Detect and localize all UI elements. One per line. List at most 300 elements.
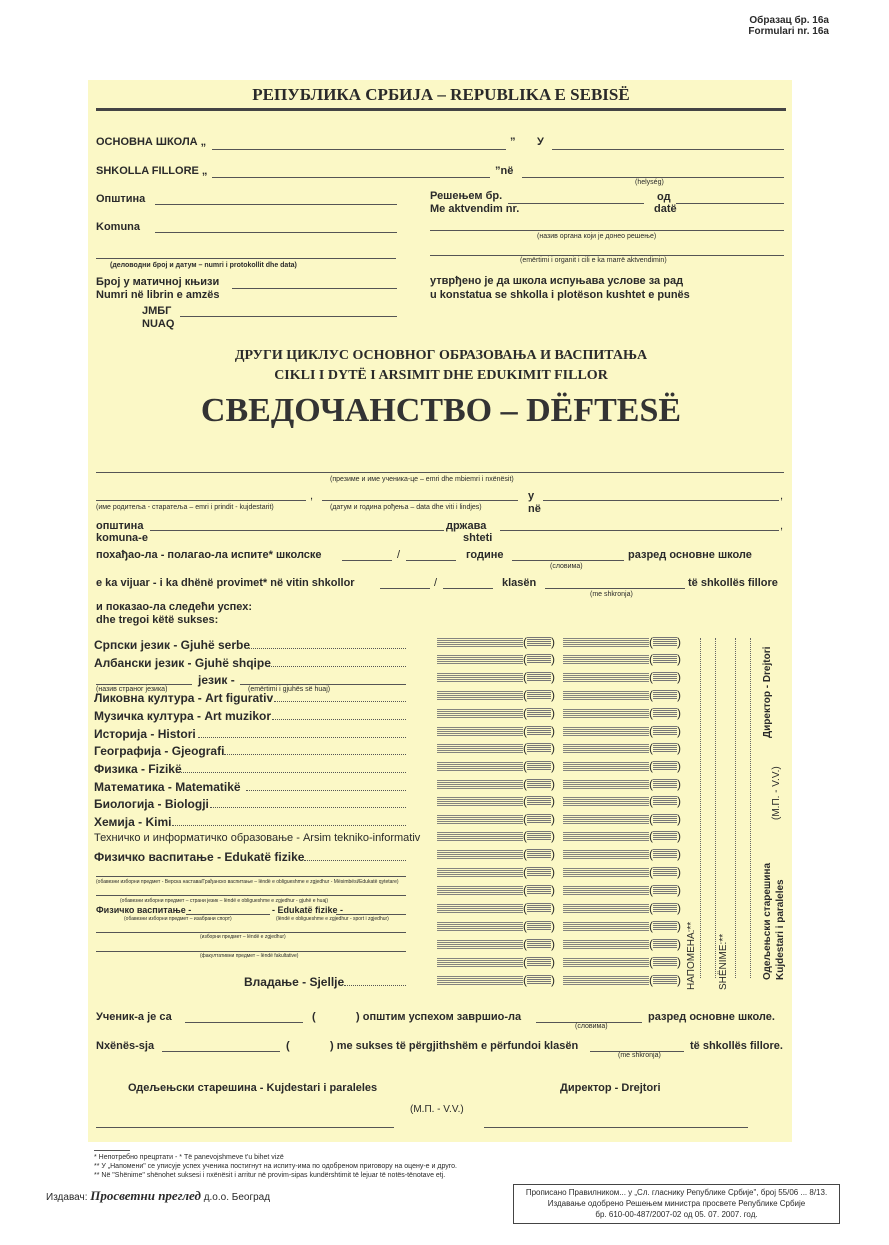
- paren-fill: [653, 957, 677, 967]
- paren-left: (: [649, 865, 653, 879]
- paren-right: ): [551, 973, 555, 987]
- main-title: СВЕДОЧАНСТВО – DËFTESË: [200, 392, 682, 429]
- grade-text-box[interactable]: [563, 635, 685, 650]
- grade-dotted-area: [563, 976, 649, 986]
- maticna-line[interactable]: [232, 288, 397, 289]
- subject-geography: Географија - Gjeografi: [94, 744, 225, 758]
- paren-right: ): [551, 724, 555, 738]
- paren-fill: [653, 814, 677, 824]
- place-line-sr[interactable]: [552, 149, 784, 150]
- perfundoi-text: ) me sukses të përgjithshëm e përfundoi klasën: [330, 1040, 579, 1052]
- paren-right: ): [551, 688, 555, 702]
- paren-fill: [527, 779, 551, 789]
- paren-right: ): [677, 724, 681, 738]
- fakultativni-line[interactable]: [96, 951, 406, 952]
- general-success-line-sq[interactable]: [162, 1051, 280, 1052]
- publisher-label: Издавач:: [46, 1192, 88, 1203]
- general-success-line-sr[interactable]: [185, 1022, 303, 1023]
- paren-left: (: [649, 955, 653, 969]
- footnote-2: ** У „Напомени" се уписује успех ученика постигнут на испиту-има по одобреном приговору на оцену-е и друго.: [94, 1163, 457, 1170]
- grade-parentheses: [649, 973, 681, 987]
- side-kujdestari-label: Kujdestari i paraleles: [775, 879, 786, 980]
- grade-numeric-box[interactable]: [437, 759, 559, 774]
- paren-fill: [527, 672, 551, 682]
- paren-left: (: [649, 847, 653, 861]
- grade-text-box[interactable]: [563, 741, 685, 756]
- paren-left: (: [523, 652, 527, 666]
- subject-physics: Физика - Fizikë: [94, 762, 182, 776]
- nxenes-text: Nxënës-sja: [96, 1040, 155, 1052]
- paren-fill: [527, 939, 551, 949]
- grade-parentheses: [523, 937, 555, 951]
- birth-place-line[interactable]: [543, 500, 779, 501]
- subject-music: Музичка култура - Art muzikor: [94, 709, 272, 723]
- grade-dotted-area: [437, 797, 523, 807]
- comma-2: ,: [780, 490, 784, 502]
- paren-right: ): [677, 635, 681, 649]
- grade-dotted-area: [563, 940, 649, 950]
- paren-right: ): [677, 794, 681, 808]
- paren-fill: [527, 867, 551, 877]
- izborni-note: (изборни предмет – lëndë e zgjedhur): [200, 934, 286, 940]
- fakultativni-note: (факултативни предмет – lëndë fakultative): [200, 953, 299, 959]
- paren-fill: [653, 690, 677, 700]
- birth-date-line[interactable]: [322, 500, 518, 501]
- signature-direktor-line[interactable]: [484, 1127, 748, 1128]
- paren-left: (: [649, 812, 653, 826]
- paren-fill: [527, 637, 551, 647]
- header-title: РЕПУБЛИКА СРБИЈА – REPUBLIKA E SEBISË: [252, 85, 630, 104]
- grade-dotted-area: [563, 958, 649, 968]
- grade-text-box[interactable]: [563, 955, 685, 970]
- paren-left: (: [649, 777, 653, 791]
- grade-dotted-area: [437, 709, 523, 719]
- paren-left: (: [523, 724, 527, 738]
- grade-dotted-area: [437, 673, 523, 683]
- grade-parentheses: [523, 955, 555, 969]
- delovodni-note: (деловодни број и датум – numri i protokollit dhe data): [110, 262, 297, 269]
- legal-line-1: Прописано Правилником... у „Сл. гласнику Републике Србије", број 55/06 ... 8/13.: [525, 1188, 828, 1197]
- grade-numeric-box[interactable]: [437, 865, 559, 880]
- paren-left: (: [523, 706, 527, 720]
- place-line-sq[interactable]: [522, 177, 784, 178]
- grade-parentheses: [523, 919, 555, 933]
- grade-parentheses: [649, 865, 681, 879]
- grade-dotted-area: [437, 976, 523, 986]
- paren-left: (: [649, 794, 653, 808]
- paren-right: ): [551, 901, 555, 915]
- paren-left: (: [523, 829, 527, 843]
- organ-line-2[interactable]: [430, 255, 784, 256]
- fizicko-izborni-label: Физичко васпитање -: [96, 905, 192, 915]
- sport-line-sq[interactable]: [336, 914, 406, 915]
- grade-dotted-area: [563, 709, 649, 719]
- legal-box: [513, 1184, 840, 1224]
- paren-left: (: [523, 777, 527, 791]
- paren-fill: [527, 921, 551, 931]
- grade-numeric-box[interactable]: [437, 812, 559, 827]
- grade-text-box[interactable]: [563, 829, 685, 844]
- prezime-note: (презиме и име ученика-це – emri dhe mbiemri i nxënësit): [330, 476, 514, 483]
- paren-left: (: [523, 901, 527, 915]
- label-nuaq: NUAQ: [142, 318, 175, 330]
- grade-numeric-box[interactable]: [437, 883, 559, 898]
- grade-numeric-box[interactable]: [437, 724, 559, 739]
- grade-parentheses: [649, 919, 681, 933]
- grade-text-box[interactable]: [563, 812, 685, 827]
- school-year-from-sr[interactable]: [342, 560, 392, 561]
- shenime-column-line-2: [750, 638, 751, 978]
- paren-open-sq: (: [286, 1040, 290, 1052]
- resenje-number-line[interactable]: [508, 203, 644, 204]
- grade-parentheses: [523, 688, 555, 702]
- paren-left: (: [649, 937, 653, 951]
- label-godine: године: [466, 549, 504, 561]
- subject-chemistry: Хемија - Kimi: [94, 815, 172, 829]
- subject-conduct: Владање - Sjellje: [244, 975, 345, 989]
- paren-left: (: [649, 635, 653, 649]
- student-opstina-line[interactable]: [150, 530, 444, 531]
- grade-dotted-area: [437, 638, 523, 648]
- grade-dotted-area: [563, 815, 649, 825]
- student-name-line[interactable]: [96, 472, 784, 473]
- subject-line: [210, 807, 406, 808]
- obavezni-izborni-line[interactable]: [96, 876, 406, 877]
- grade-parentheses: [523, 724, 555, 738]
- header-bar: [96, 85, 786, 110]
- grade-numeric-box[interactable]: [437, 937, 559, 952]
- grade-parentheses: [649, 901, 681, 915]
- paren-left: (: [649, 706, 653, 720]
- grade-text-box[interactable]: [563, 937, 685, 952]
- side-odeljenski-label: Одељењски старешина: [762, 862, 773, 980]
- grade-text-box[interactable]: [563, 865, 685, 880]
- grade-dotted-area: [563, 655, 649, 665]
- lende-sport-note: (lëndë e obligueshme e zgjedhur - sport i zgjedhur): [276, 916, 389, 922]
- label-ne: ”në: [495, 165, 514, 177]
- grade-dotted-area: [437, 780, 523, 790]
- grade-text-box[interactable]: [563, 883, 685, 898]
- subject-history: Историја - Histori: [94, 727, 196, 741]
- paren-fill: [653, 743, 677, 753]
- grade-numeric-box[interactable]: [437, 777, 559, 792]
- izborni-line[interactable]: [96, 932, 406, 933]
- obavezni-strani-line[interactable]: [96, 895, 406, 896]
- footnote-rule: [94, 1150, 130, 1151]
- edukate-fizike-label: - Edukatë fizike -: [272, 905, 344, 915]
- paren-fill: [527, 726, 551, 736]
- paren-open-sr: (: [312, 1011, 316, 1023]
- paren-left: (: [523, 759, 527, 773]
- strani-note: (назив страног језика): [96, 686, 168, 693]
- grade-parentheses: [523, 670, 555, 684]
- delovodni-line[interactable]: [96, 258, 396, 259]
- comma-1: ,: [310, 490, 314, 502]
- organ-line[interactable]: [430, 230, 784, 231]
- grade-numeric-box[interactable]: [437, 794, 559, 809]
- label-od: од: [657, 191, 671, 203]
- grade-parentheses: [523, 777, 555, 791]
- foreign-language-line-sq[interactable]: [240, 684, 406, 685]
- side-direktor-label: Директор - Drejtori: [762, 646, 773, 738]
- emertimi-organit-note: (emërtimi i organit i cili e ka marrë aktvendimin): [520, 257, 667, 264]
- grade-numeric-box[interactable]: [437, 955, 559, 970]
- grade-text-box[interactable]: [563, 973, 685, 988]
- grade-text-box[interactable]: [563, 759, 685, 774]
- paren-fill: [527, 831, 551, 841]
- grade-dotted-area: [563, 797, 649, 807]
- grade-parentheses: [523, 794, 555, 808]
- grade-numeric-box[interactable]: [437, 652, 559, 667]
- paren-left: (: [523, 688, 527, 702]
- paren-left: (: [523, 937, 527, 951]
- grade-dotted-area: [563, 886, 649, 896]
- paren-right: ): [551, 847, 555, 861]
- me-shkronja-note: (me shkronja): [590, 591, 633, 598]
- paren-fill: [527, 708, 551, 718]
- paren-fill: [653, 831, 677, 841]
- grade-text-box[interactable]: [563, 652, 685, 667]
- paren-right: ): [677, 652, 681, 666]
- grade-dotted-area: [563, 691, 649, 701]
- drzava-line[interactable]: [500, 530, 779, 531]
- legal-line-2: Издавање одобрено Решењем министра просвете Републике Србије: [547, 1199, 806, 1208]
- grade-numeric-box[interactable]: [437, 919, 559, 934]
- paren-right: ): [551, 670, 555, 684]
- grade-dotted-area: [563, 673, 649, 683]
- label-osnovna-skola: ОСНОВНА ШКОЛА „: [96, 136, 207, 148]
- school-year-to-sq[interactable]: [443, 588, 493, 589]
- label-te-shkolles: të shkollës fillore: [688, 577, 778, 589]
- paren-fill: [653, 637, 677, 647]
- subject-line: [272, 719, 406, 720]
- razred-slovima-line[interactable]: [512, 560, 624, 561]
- grade-parentheses: [649, 847, 681, 861]
- paren-right: ): [677, 706, 681, 720]
- grade-parentheses: [523, 901, 555, 915]
- grade-parentheses: [649, 688, 681, 702]
- signature-direktor-label: Директор - Drejtori: [560, 1082, 661, 1094]
- jmbg-line[interactable]: [180, 316, 397, 317]
- grade-text-box[interactable]: [563, 724, 685, 739]
- paren-fill: [653, 921, 677, 931]
- subject-technical: Техничко и информатичко образовање - Arsim tekniko-informativ: [94, 832, 421, 844]
- label-opstina: Општина: [96, 193, 146, 205]
- school-year-to-sr[interactable]: [406, 560, 456, 561]
- paren-left: (: [649, 883, 653, 897]
- school-name-line-sq[interactable]: [212, 177, 490, 178]
- paren-fill: [653, 867, 677, 877]
- label-broj-maticnoj: Број у матичној књизи: [96, 276, 220, 288]
- publisher: [46, 1188, 270, 1204]
- grade-parentheses: [523, 865, 555, 879]
- paren-left: (: [649, 919, 653, 933]
- paren-left: (: [649, 973, 653, 987]
- grade-numeric-box[interactable]: [437, 973, 559, 988]
- grade-parentheses: [523, 759, 555, 773]
- grade-parentheses: [523, 883, 555, 897]
- paren-fill: [527, 849, 551, 859]
- grade-dotted-area: [563, 904, 649, 914]
- paren-fill: [527, 814, 551, 824]
- roditelj-note: (име родитеља - старатеља – emri i prindit - kujdestarit): [96, 504, 274, 511]
- grade-text-box[interactable]: [563, 706, 685, 721]
- school-year-from-sq[interactable]: [380, 588, 430, 589]
- result-slovima-note: (словима): [575, 1023, 608, 1030]
- paren-fill: [653, 672, 677, 682]
- grade-parentheses: [649, 741, 681, 755]
- paren-right: ): [677, 812, 681, 826]
- grade-dotted-area: [563, 762, 649, 772]
- komuna-line[interactable]: [155, 232, 397, 233]
- grade-parentheses: [649, 955, 681, 969]
- grade-parentheses: [649, 937, 681, 951]
- label-u: У: [537, 136, 544, 148]
- paren-fill: [653, 849, 677, 859]
- paren-right: ): [551, 812, 555, 826]
- grade-parentheses: [649, 883, 681, 897]
- pohadjao-text: похађао-ла - полагао-ла испите* школске: [96, 549, 322, 561]
- grade-text-box[interactable]: [563, 688, 685, 703]
- paren-right: ): [677, 829, 681, 843]
- paren-left: (: [523, 635, 527, 649]
- paren-right: ): [677, 973, 681, 987]
- grade-numeric-box[interactable]: [437, 706, 559, 721]
- grade-text-box[interactable]: [563, 777, 685, 792]
- grade-parentheses: [523, 741, 555, 755]
- form-number: [748, 15, 829, 37]
- shenime-column-line: [735, 638, 736, 978]
- grade-numeric-box[interactable]: [437, 829, 559, 844]
- grade-numeric-box[interactable]: [437, 741, 559, 756]
- form-number-sr: Образац бр. 16а: [749, 15, 829, 26]
- paren-right: ): [677, 883, 681, 897]
- grade-numeric-box[interactable]: [437, 688, 559, 703]
- konstatua-text: u konstatua se shkolla i plotëson kushtet e punës: [430, 289, 690, 301]
- obavezni-izborni-note: (обавезни изборни предмет - Верска настава/Грађанско васпитање – lëndë e obligueshme e zgjedhur - Mësimbësi/Edukatë qytetare): [96, 879, 399, 885]
- paren-fill: [653, 903, 677, 913]
- grade-dotted-area: [563, 850, 649, 860]
- datum-note: (датум и година рођења – data dhe viti i lindjes): [330, 504, 482, 511]
- grade-text-box[interactable]: [563, 919, 685, 934]
- paren-fill: [527, 903, 551, 913]
- paren-right: ): [551, 865, 555, 879]
- pokazao-text: и показао-ла следећи успех:: [96, 601, 252, 613]
- naziv-organa-note: (назив органа који је донео решење): [537, 233, 657, 240]
- subject-pe: Физичко васпитање - Edukatë fizike: [94, 850, 305, 864]
- grade-numeric-box[interactable]: [437, 635, 559, 650]
- grade-text-box[interactable]: [563, 901, 685, 916]
- utvrdjeno-text: утврђено је да школа испуњава услове за рад: [430, 275, 684, 287]
- grade-text-box[interactable]: [563, 794, 685, 809]
- subject-line: [176, 772, 406, 773]
- obavezni-sport-note: (обавезни изборни предмет – изабрани спорт): [124, 916, 232, 922]
- resenje-date-line[interactable]: [676, 203, 784, 204]
- paren-right: ): [551, 937, 555, 951]
- label-shteti: shteti: [463, 532, 493, 544]
- signature-odeljenski-label: Одељењски старешина - Kujdestari i paraleles: [128, 1082, 378, 1094]
- subject-biology: Биологија - Biologji: [94, 797, 209, 811]
- subject-serbian: Српски језик - Gjuhë serbe: [94, 638, 251, 652]
- opstina-line[interactable]: [155, 204, 397, 205]
- grade-dotted-area: [437, 727, 523, 737]
- comma-3: ,: [780, 520, 784, 532]
- subject-line: [246, 790, 406, 791]
- paren-left: (: [649, 670, 653, 684]
- paren-right: ): [677, 919, 681, 933]
- grade-parentheses: [523, 706, 555, 720]
- label-shkolla-fillore: SHKOLLA FILLORE „: [96, 165, 208, 177]
- paren-right: ): [551, 635, 555, 649]
- paren-left: (: [523, 847, 527, 861]
- paren-left: (: [649, 724, 653, 738]
- paren-right: ): [677, 688, 681, 702]
- grade-parentheses: [523, 812, 555, 826]
- helyseg-note: (helység): [635, 179, 664, 186]
- sport-line-sr[interactable]: [186, 914, 270, 915]
- paren-fill: [527, 957, 551, 967]
- paren-left: (: [523, 865, 527, 879]
- grade-parentheses: [523, 635, 555, 649]
- result-razred-text: разред основне школе.: [648, 1011, 775, 1023]
- parent-line[interactable]: [96, 500, 306, 501]
- grade-parentheses: [649, 724, 681, 738]
- paren-fill: [527, 761, 551, 771]
- grade-parentheses: [649, 706, 681, 720]
- school-name-line-sr[interactable]: [212, 149, 506, 150]
- grade-text-box[interactable]: [563, 670, 685, 685]
- paren-right: ): [677, 759, 681, 773]
- paren-left: (: [649, 652, 653, 666]
- grade-dotted-area: [437, 868, 523, 878]
- label-ne-birth: në: [528, 503, 541, 515]
- paren-fill: [653, 708, 677, 718]
- paren-left: (: [523, 955, 527, 969]
- obavezni-strani-note: (обавезни изборни предмет – страни језик – lëndë e obligueshme e zgjedhur - gjuhë e huaj): [120, 898, 329, 904]
- paren-right: ): [551, 759, 555, 773]
- paren-fill: [527, 743, 551, 753]
- slash-1: /: [397, 549, 401, 561]
- paren-right: ): [551, 741, 555, 755]
- napomena-label: НАПОМЕНА:**: [686, 921, 697, 990]
- grade-dotted-area: [437, 832, 523, 842]
- cycle-title-sr: ДРУГИ ЦИКЛУС ОСНОВНОГ ОБРАЗОВАЊА И ВАСПИТАЊА: [234, 348, 648, 363]
- klasen-line[interactable]: [545, 588, 685, 589]
- publisher-suffix: д.о.о. Београд: [203, 1192, 271, 1203]
- emertimi-gjuhes-note: (emërtimi i gjuhës së huaj): [248, 686, 331, 693]
- signature-odeljenski-line[interactable]: [96, 1127, 394, 1128]
- grade-dotted-area: [437, 850, 523, 860]
- grade-dotted-area: [437, 744, 523, 754]
- paren-right: ): [551, 883, 555, 897]
- subject-art: Ликовна култура - Art figurativ: [94, 691, 274, 705]
- grade-dotted-area: [563, 780, 649, 790]
- grade-numeric-box[interactable]: [437, 847, 559, 862]
- publisher-logo: Просветни преглед: [90, 1188, 201, 1203]
- label-komuna: Komuna: [96, 221, 140, 233]
- grade-numeric-box[interactable]: [437, 670, 559, 685]
- label-me-aktvendim: Me aktvendim nr.: [430, 203, 520, 215]
- footnotes: [94, 1153, 457, 1180]
- foreign-language-line[interactable]: [96, 684, 192, 685]
- grade-numeric-box[interactable]: [437, 901, 559, 916]
- paren-right: ): [551, 794, 555, 808]
- subject-albanian: Албански језик - Gjuhë shqipe: [94, 656, 271, 670]
- grade-dotted-area: [563, 868, 649, 878]
- paren-left: (: [523, 919, 527, 933]
- grade-text-box[interactable]: [563, 847, 685, 862]
- paren-right: ): [551, 919, 555, 933]
